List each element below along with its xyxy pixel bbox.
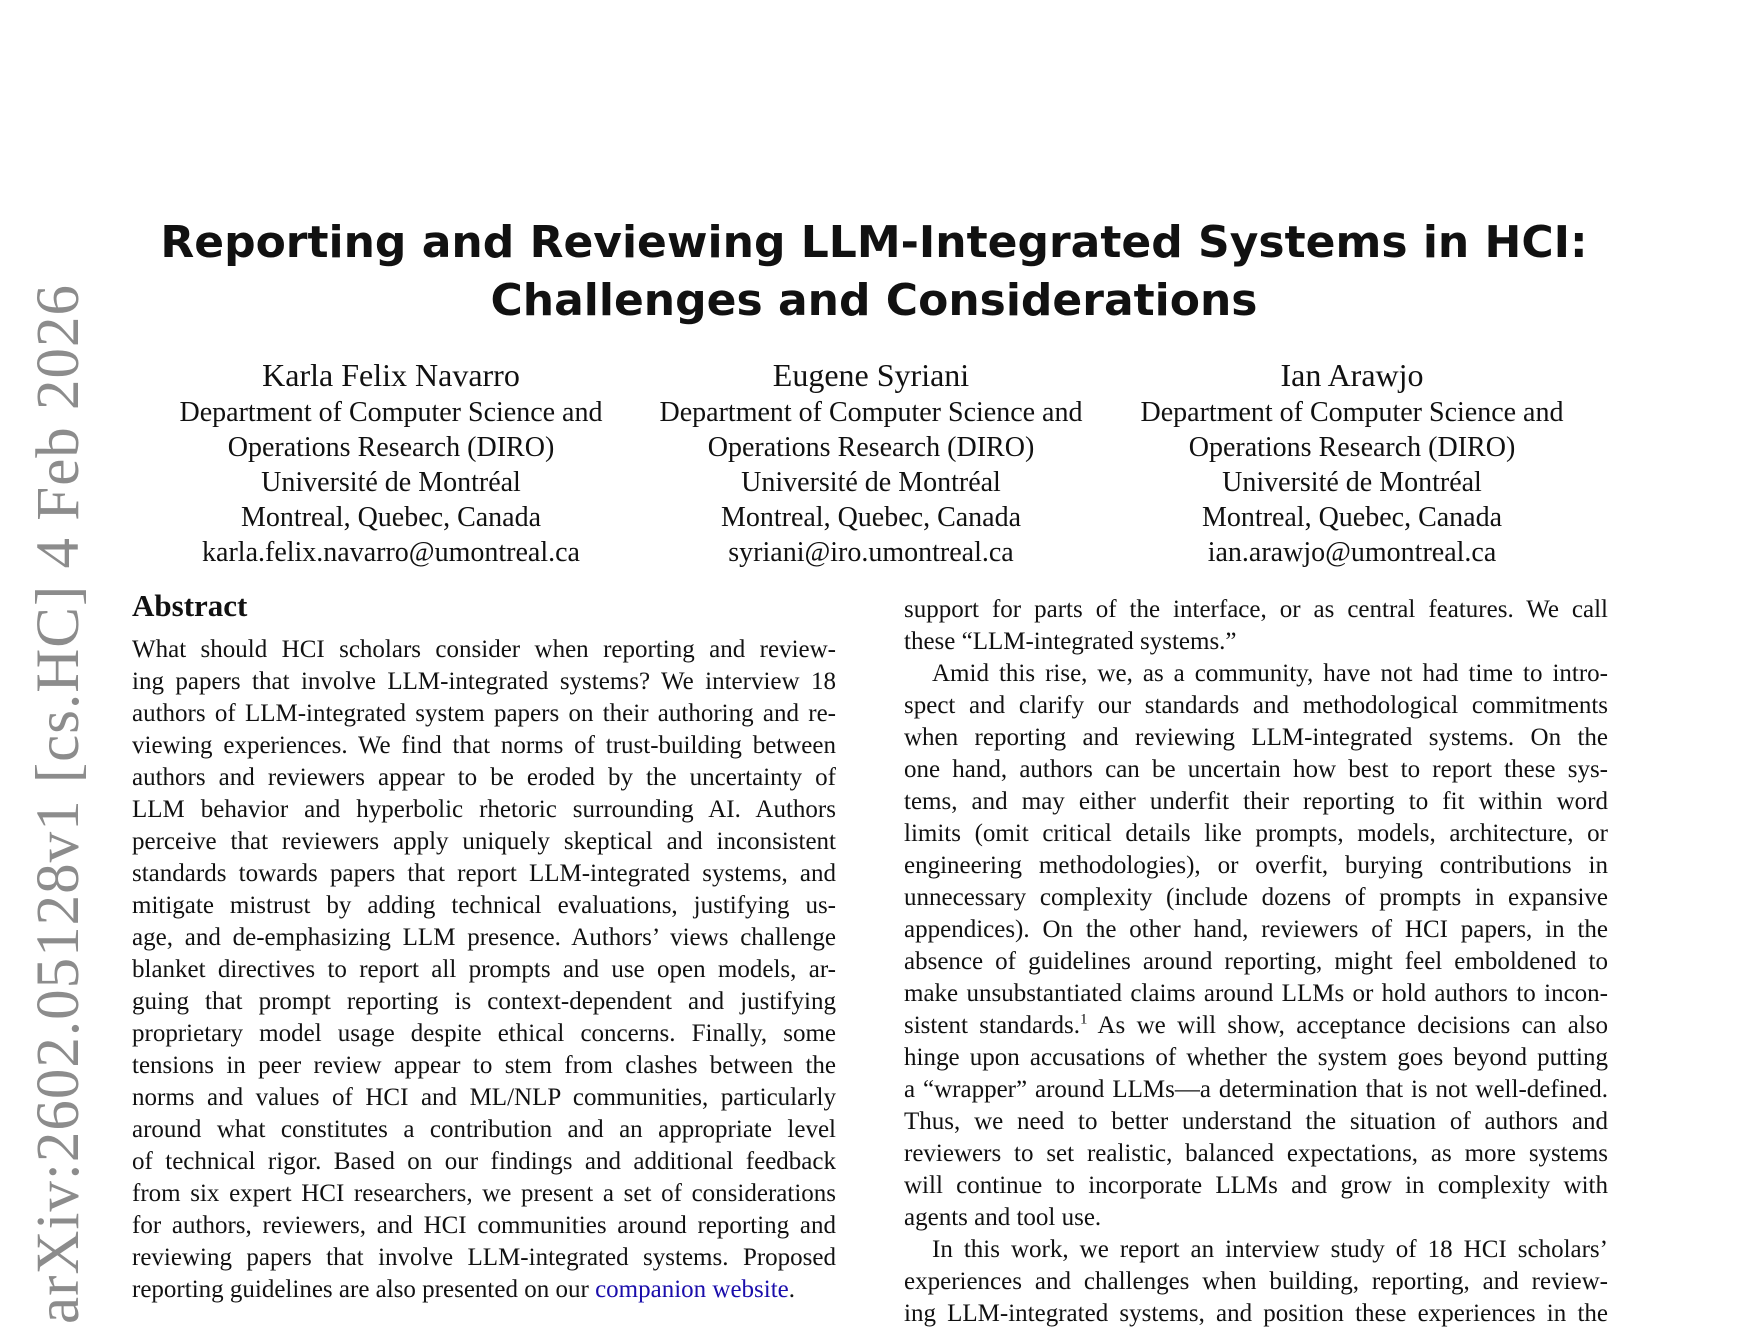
author-email[interactable]: ian.arawjo@umontreal.ca [1207,537,1497,568]
intro-body [904,594,1608,1330]
title-line-1: Reporting and Reviewing LLM-Integrated Systems in HCI: [160,217,1588,268]
intro-line: appendices). On the other hand, reviewers of HCI papers, in the [904,916,1608,943]
intro-line: when reporting and reviewing LLM-integrated systems. On the [904,724,1608,751]
author-email[interactable]: syriani@iro.umontreal.ca [728,537,1014,568]
intro-line: engineering methodologies), or overfit, burying contributions in [904,852,1608,879]
abstract-last-line [132,1274,836,1306]
intro-line: hinge upon accusations of whether the system goes beyond putting [904,1044,1608,1071]
intro-footnote-line [904,1010,1608,1042]
author-university: Université de Montréal [1222,467,1482,498]
abstract-line: LLM behavior and hyperbolic rhetoric surrounding AI. Authors [132,796,836,823]
author-department: Department of Computer Science and [179,397,603,428]
author-university: Université de Montréal [261,467,521,498]
author-department: Department of Computer Science and [659,397,1083,428]
author-name: Karla Felix Navarro [262,357,520,393]
author-location: Montreal, Quebec, Canada [720,502,1022,533]
abstract-last-line-text: reporting guidelines are also presented on our [132,1276,596,1303]
intro-line: Amid this rise, we, as a community, have not had time to intro- [932,660,1608,687]
abstract-line: around what constitutes a contribution and an appropriate level [132,1116,836,1143]
intro-line: unnecessary complexity (include dozens of prompts in expansive [904,884,1608,911]
author-email[interactable]: karla.felix.navarro@umontreal.ca [202,537,580,568]
intro-line: ing LLM-integrated systems, and position these experiences in the [904,1300,1608,1327]
abstract-line: of technical rigor. Based on our findings and additional feedback [132,1148,836,1175]
abstract-body [132,634,836,1306]
author-department: Operations Research (DIRO) [1188,432,1516,463]
abstract-line: guing that prompt reporting is context-dependent and justifying [132,988,836,1015]
author-department: Department of Computer Science and [1140,397,1564,428]
arxiv-stamp: arXiv:2602.05128v1 [cs.HC] 4 Feb 2026 [25,283,92,1324]
footnote-marker[interactable]: 1 [1079,1011,1088,1028]
abstract-line: age, and de-emphasizing LLM presence. Authors’ views challenge [132,924,836,951]
abstract-line: tensions in peer review appear to stem from clashes between the [132,1052,836,1079]
author-location: Montreal, Quebec, Canada [240,502,542,533]
intro-line: In this work, we report an interview study of 18 HCI scholars’ [932,1236,1608,1263]
author-name: Eugene Syriani [772,357,970,393]
abstract-line: ing papers that involve LLM-integrated systems? We interview 18 [132,668,836,695]
companion-website-link[interactable]: companion website [595,1276,789,1303]
abstract-line: authors and reviewers appear to be eroded by the uncertainty of [132,764,836,791]
title-line-2: Challenges and Considerations [490,275,1258,326]
intro-line: will continue to incorporate LLMs and grow in complexity with [904,1172,1608,1199]
intro-footnote-line-prefix: sistent standards. [904,1012,1080,1039]
abstract-period: . [788,1276,796,1303]
abstract-line: authors of LLM-integrated system papers on their authoring and re- [132,700,836,727]
author-name: Ian Arawjo [1280,357,1424,393]
intro-line: these “LLM-integrated systems.” [904,628,1237,655]
author-department: Operations Research (DIRO) [227,432,555,463]
abstract-line: viewing experiences. We find that norms of trust-building between [132,732,836,759]
paper-title [0,214,1748,330]
abstract-line: norms and values of HCI and ML/NLP communities, particularly [132,1084,836,1111]
intro-line: make unsubstantiated claims around LLMs or hold authors to incon- [904,980,1608,1007]
abstract-line: reviewing papers that involve LLM-integrated systems. Proposed [132,1244,836,1271]
intro-line: limits (omit critical details like prompts, models, architecture, or [904,820,1608,847]
abstract-line: mitigate mistrust by adding technical evaluations, justifying us- [132,892,836,919]
intro-line: one hand, authors can be uncertain how best to report these sys- [904,756,1608,783]
abstract-line: perceive that reviewers apply uniquely skeptical and inconsistent [132,828,836,855]
intro-line: tems, and may either underfit their reporting to fit within word [904,788,1608,815]
abstract-line: standards towards papers that report LLM-integrated systems, and [132,860,836,887]
abstract-line: from six expert HCI researchers, we present a set of considerations [132,1180,836,1207]
intro-line: a “wrapper” around LLMs—a determination that is not well-defined. [904,1076,1608,1103]
intro-line: Thus, we need to better understand the situation of authors and [904,1108,1608,1135]
abstract-heading: Abstract [132,588,248,623]
intro-footnote-line-suffix: As we will show, acceptance decisions can also [1087,1012,1608,1039]
author-university: Université de Montréal [741,467,1001,498]
intro-line: experiences and challenges when building, reporting, and review- [904,1268,1608,1295]
abstract-line: blanket directives to report all prompts and use open models, ar- [132,956,836,983]
author-block-3 [1112,355,1592,570]
intro-line: support for parts of the interface, or as central features. We call [904,596,1608,623]
author-block-1 [151,355,631,570]
author-block-2 [631,355,1111,570]
intro-line: spect and clarify our standards and methodological commitments [904,692,1608,719]
abstract-line: for authors, reviewers, and HCI communities around reporting and [132,1212,836,1239]
author-location: Montreal, Quebec, Canada [1201,502,1503,533]
intro-line: reviewers to set realistic, balanced expectations, as more systems [904,1140,1608,1167]
intro-line: absence of guidelines around reporting, might feel emboldened to [904,948,1608,975]
abstract-line: What should HCI scholars consider when reporting and review- [132,636,836,663]
author-department: Operations Research (DIRO) [707,432,1035,463]
intro-line: agents and tool use. [904,1204,1102,1231]
abstract-line: proprietary model usage despite ethical concerns. Finally, some [132,1020,836,1047]
